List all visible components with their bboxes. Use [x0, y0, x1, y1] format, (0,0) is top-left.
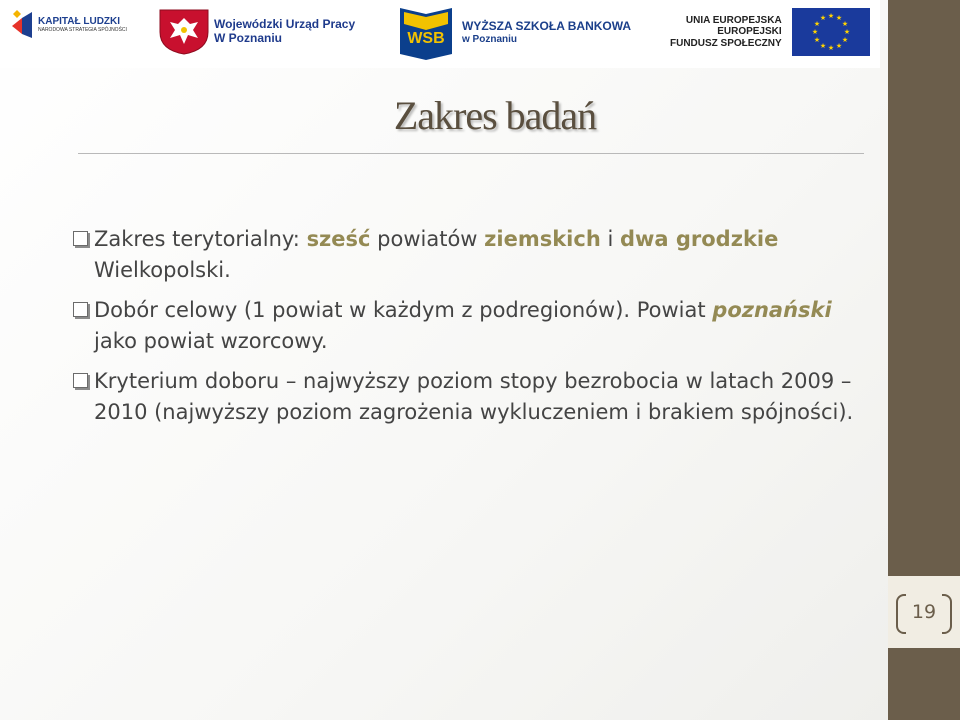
- bullet-2-text-1: Dobór celowy (1 powiat w każdym z podregionów). Powiat: [94, 298, 713, 322]
- svg-text:★: ★: [841, 36, 848, 44]
- wup-logo: [158, 8, 355, 56]
- svg-text:★: ★: [813, 20, 820, 28]
- wsb-city: w Poznaniu: [462, 34, 517, 46]
- svg-text:★: ★: [841, 20, 848, 28]
- logo-strip: [0, 0, 880, 68]
- eu-name: UNIA EUROPEJSKA: [685, 14, 782, 26]
- title-divider: [78, 153, 864, 154]
- wsb-badge-text: WSB: [407, 30, 445, 47]
- kapital-ludzki-subtitle: NARODOWA STRATEGIA SPÓJNOŚCI: [38, 26, 127, 33]
- kapital-ludzki-name: KAPITAŁ LUDZKI: [38, 16, 121, 28]
- svg-text:★: ★: [827, 44, 834, 52]
- svg-text:★: ★: [843, 28, 850, 36]
- checkbox-bullet-icon: [73, 373, 88, 388]
- wup-name: Wojewódzki Urząd Pracy: [214, 17, 356, 32]
- kapital-ludzki-icon: [10, 8, 34, 42]
- bullet-1-highlight-six: sześć: [306, 227, 371, 251]
- checkbox-bullet-icon: [73, 231, 88, 246]
- bullet-1-highlight-urban: dwa grodzkie: [619, 227, 779, 251]
- bullet-1-text-3: i: [600, 227, 620, 251]
- page-number-value: 19: [911, 601, 937, 623]
- svg-text:★: ★: [813, 36, 820, 44]
- bullet-list: [72, 224, 862, 437]
- left-brace-icon: [896, 594, 906, 634]
- checkbox-bullet-icon: [73, 302, 88, 317]
- svg-text:★: ★: [827, 12, 834, 20]
- svg-text:★: ★: [819, 14, 826, 22]
- bullet-1-text-2: powiatów: [370, 227, 485, 251]
- wup-city: W Poznaniu: [214, 31, 282, 45]
- right-brace-icon: [942, 594, 952, 634]
- eu-logo: [670, 8, 870, 56]
- page-number: [896, 594, 952, 630]
- eagle-crest-icon: [158, 8, 210, 56]
- eu-fund-line1: EUROPEJSKI: [717, 26, 782, 38]
- bullet-2-text-2: jako powiat wzorcowy.: [94, 329, 328, 353]
- wsb-book-icon: [396, 4, 456, 62]
- svg-text:★: ★: [811, 28, 818, 36]
- eu-flag-icon: [792, 8, 870, 56]
- bullet-1-text-1: Zakres terytorialny:: [94, 227, 307, 251]
- svg-text:★: ★: [819, 42, 826, 50]
- bullet-1-highlight-rural: ziemskich: [484, 227, 601, 251]
- svg-text:★: ★: [835, 42, 842, 50]
- bullet-2-highlight-poznanski: poznański: [712, 298, 832, 322]
- bullet-item-territory: [72, 224, 862, 286]
- kapital-ludzki-logo: [10, 8, 127, 42]
- wsb-name: WYŻSZA SZKOŁA BANKOWA: [462, 19, 632, 34]
- wsb-logo: [396, 4, 631, 62]
- bullet-item-criterion: [72, 366, 862, 428]
- bullet-3-text: Kryterium doboru – najwyższy poziom stopy bezrobocia w latach 2009 – 2010 (najwyższy poziom zagrożenia wykluczeniem i brakiem spójności).: [94, 369, 854, 424]
- slide-title: Zakres badań: [393, 93, 597, 138]
- bullet-1-text-4: Wielkopolski.: [94, 258, 231, 282]
- eu-fund-line2: FUNDUSZ SPOŁECZNY: [670, 37, 782, 49]
- svg-text:★: ★: [835, 14, 842, 22]
- bullet-item-selection: [72, 295, 862, 357]
